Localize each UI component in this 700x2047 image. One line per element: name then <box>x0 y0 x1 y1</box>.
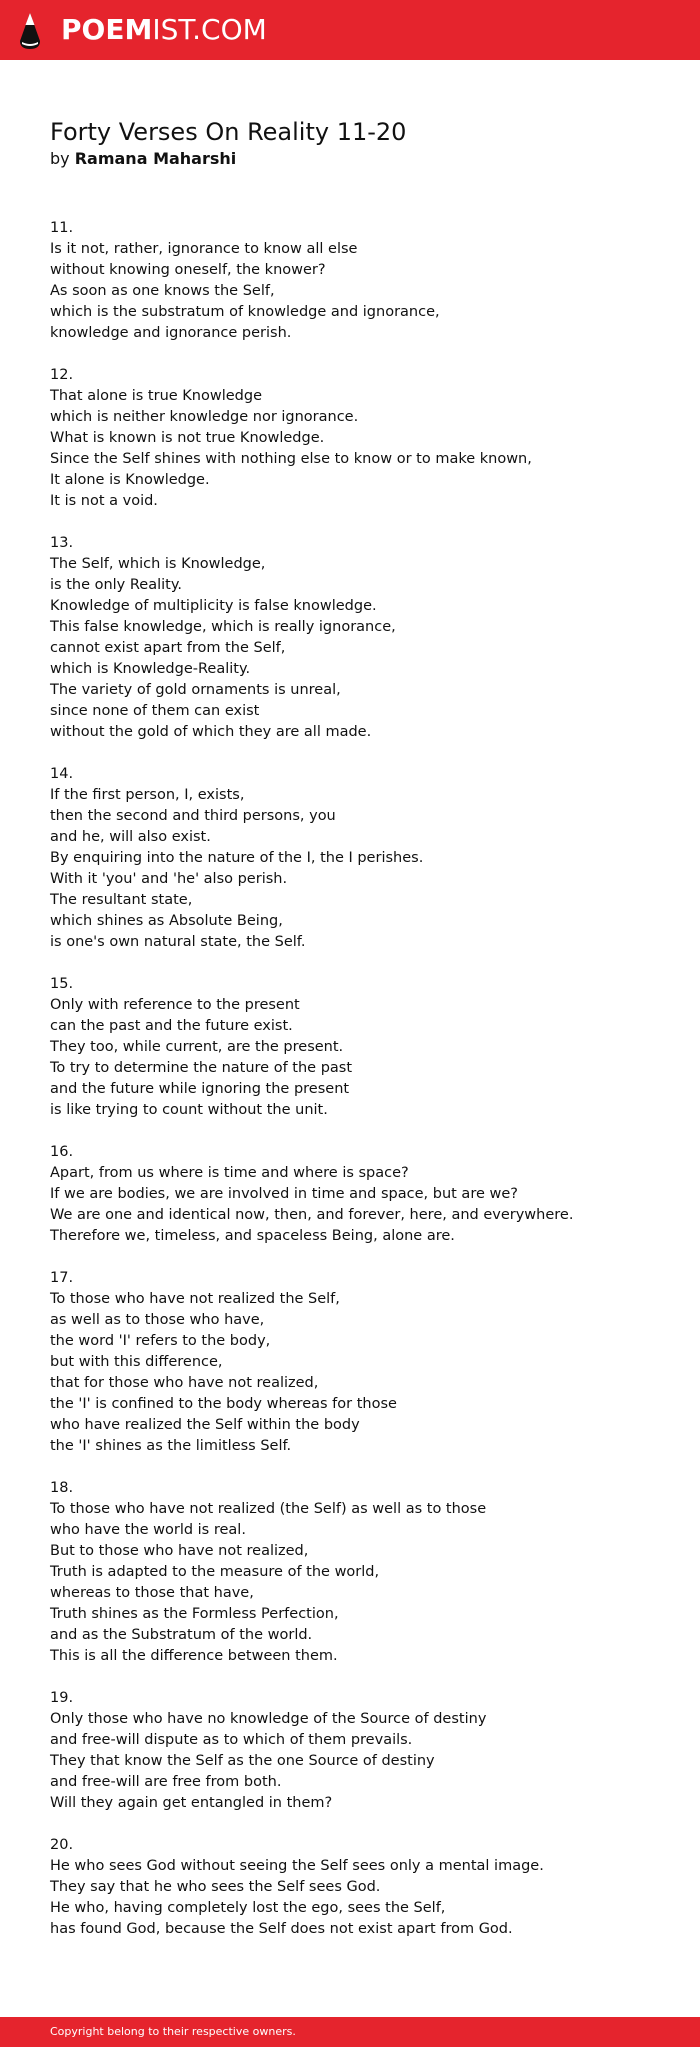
poem-line: knowledge and ignorance perish. <box>50 325 292 341</box>
poem-title: Forty Verses On Reality 11-20 <box>50 118 407 146</box>
stanza-number: 12. <box>50 367 74 383</box>
copyright-notice: Copyright belong to their respective owners. <box>50 2025 296 2038</box>
poem-line: and free-will dispute as to which of them prevails. <box>50 1732 413 1748</box>
poem-line: That alone is true Knowledge <box>50 388 262 404</box>
stanza-number: 11. <box>50 220 74 236</box>
poem-line: then the second and third persons, you <box>50 808 336 824</box>
poem-line: the 'I' is confined to the body whereas for those <box>50 1396 397 1412</box>
poem-line: which is the substratum of knowledge and ignorance, <box>50 304 440 320</box>
poem-line: and free-will are free from both. <box>50 1774 282 1790</box>
poem-line: To those who have not realized the Self, <box>50 1291 340 1307</box>
by-prefix: by <box>50 149 70 168</box>
poem-line: Only those who have no knowledge of the Source of destiny <box>50 1711 487 1727</box>
poem-line: without the gold of which they are all made. <box>50 724 372 740</box>
poem-line: and as the Substratum of the world. <box>50 1627 313 1643</box>
poem-line: The Self, which is Knowledge, <box>50 556 266 572</box>
poem-line: By enquiring into the nature of the I, the I perishes. <box>50 850 424 866</box>
stanza-number: 13. <box>50 535 74 551</box>
poem-line: The resultant state, <box>50 892 193 908</box>
poem-line: With it 'you' and 'he' also perish. <box>50 871 288 887</box>
poem-line: who have the world is real. <box>50 1522 246 1538</box>
poem-line: but with this difference, <box>50 1354 223 1370</box>
poem-line: and the future while ignoring the present <box>50 1081 350 1097</box>
poem-line: cannot exist apart from the Self, <box>50 640 286 656</box>
logo-light: IST.COM <box>152 13 267 46</box>
stanza <box>50 218 670 344</box>
site-footer <box>0 2017 700 2047</box>
poem-line: without knowing oneself, the knower? <box>50 262 326 278</box>
poem-line: But to those who have not realized, <box>50 1543 309 1559</box>
poem-line: Is it not, rather, ignorance to know all else <box>50 241 358 257</box>
logo-bold: POEM <box>61 13 153 46</box>
poem-line: is the only Reality. <box>50 577 182 593</box>
poem-line: This is all the difference between them. <box>50 1648 338 1664</box>
poem-line: Therefore we, timeless, and spaceless Being, alone are. <box>50 1228 455 1244</box>
poem-body <box>50 218 670 1961</box>
poem-line: If the first person, I, exists, <box>50 787 245 803</box>
poem-line: since none of them can exist <box>50 703 260 719</box>
poem-line: Since the Self shines with nothing else to know or to make known, <box>50 451 532 467</box>
stanza-number: 20. <box>50 1837 74 1853</box>
poem-line: and he, will also exist. <box>50 829 211 845</box>
stanza <box>50 533 670 743</box>
poem-line: Truth is adapted to the measure of the world, <box>50 1564 380 1580</box>
poem-line: who have realized the Self within the body <box>50 1417 360 1433</box>
stanza-number: 17. <box>50 1270 74 1286</box>
stanza <box>50 1835 670 1940</box>
stanza <box>50 1478 670 1667</box>
poem-line: It is not a void. <box>50 493 158 509</box>
poem-line: which shines as Absolute Being, <box>50 913 283 929</box>
poem-line: that for those who have not realized, <box>50 1375 319 1391</box>
poem-byline <box>50 148 236 170</box>
poem-line: What is known is not true Knowledge. <box>50 430 325 446</box>
stanza <box>50 1268 670 1457</box>
site-header <box>0 0 700 60</box>
poem-author: Ramana Maharshi <box>74 149 237 168</box>
poem-line: They that know the Self as the one Source of destiny <box>50 1753 435 1769</box>
poem-line: is one's own natural state, the Self. <box>50 934 306 950</box>
poem-line: which is Knowledge-Reality. <box>50 661 251 677</box>
stanza-number: 16. <box>50 1144 74 1160</box>
poem-line: If we are bodies, we are involved in time and space, but are we? <box>50 1186 518 1202</box>
poem-line: Will they again get entangled in them? <box>50 1795 333 1811</box>
poem-line: He who sees God without seeing the Self sees only a mental image. <box>50 1858 544 1874</box>
poem-line: Truth shines as the Formless Perfection, <box>50 1606 339 1622</box>
poem-line: has found God, because the Self does not exist apart from God. <box>50 1921 513 1937</box>
poem-line: He who, having completely lost the ego, sees the Self, <box>50 1900 446 1916</box>
stanza <box>50 365 670 512</box>
poem-line: This false knowledge, which is really ignorance, <box>50 619 396 635</box>
poem-line: Apart, from us where is time and where is space? <box>50 1165 409 1181</box>
poem-line: To those who have not realized (the Self) as well as to those <box>50 1501 487 1517</box>
poem-line: is like trying to count without the unit. <box>50 1102 328 1118</box>
poem-line: They too, while current, are the present. <box>50 1039 344 1055</box>
poem-line: the 'I' shines as the limitless Self. <box>50 1438 292 1454</box>
poem-line: as well as to those who have, <box>50 1312 265 1328</box>
stanza-number: 14. <box>50 766 74 782</box>
poem-line: As soon as one knows the Self, <box>50 283 275 299</box>
poem-line: Knowledge of multiplicity is false knowledge. <box>50 598 377 614</box>
poem-line: the word 'I' refers to the body, <box>50 1333 271 1349</box>
stanza-number: 19. <box>50 1690 74 1706</box>
site-logo-text <box>61 12 267 48</box>
poem-line: We are one and identical now, then, and forever, here, and everywhere. <box>50 1207 574 1223</box>
stanza-number: 15. <box>50 976 74 992</box>
poem-line: It alone is Knowledge. <box>50 472 210 488</box>
stanza-number: 18. <box>50 1480 74 1496</box>
poem-line: The variety of gold ornaments is unreal, <box>50 682 341 698</box>
poem-line: To try to determine the nature of the past <box>50 1060 353 1076</box>
stanza <box>50 764 670 953</box>
poem-line: whereas to those that have, <box>50 1585 254 1601</box>
poem-line: can the past and the future exist. <box>50 1018 293 1034</box>
poem-line: They say that he who sees the Self sees God. <box>50 1879 381 1895</box>
stanza <box>50 1142 670 1247</box>
pencil-tip-icon <box>18 11 42 51</box>
poem-line: Only with reference to the present <box>50 997 300 1013</box>
stanza <box>50 1688 670 1814</box>
poem-line: which is neither knowledge nor ignorance. <box>50 409 359 425</box>
stanza <box>50 974 670 1121</box>
